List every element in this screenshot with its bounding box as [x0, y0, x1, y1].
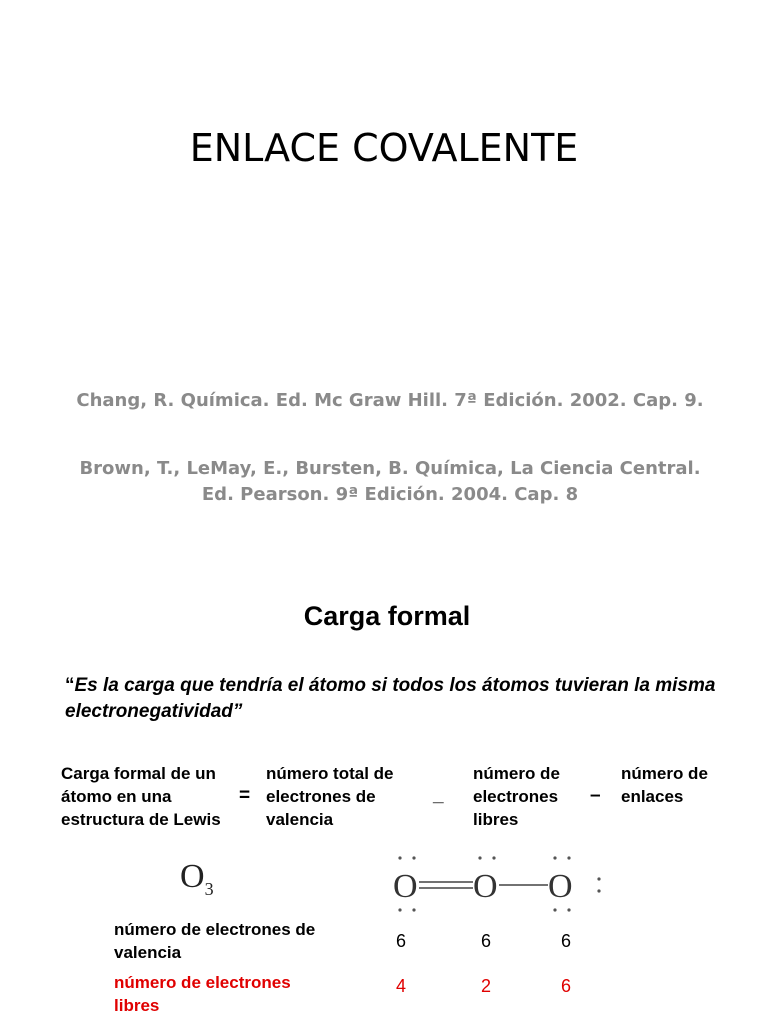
reference-brown-line1: Brown, T., LeMay, E., Bursten, B. Química, La Ciencia Central.	[79, 458, 701, 479]
valence-value-o2: 6	[480, 931, 491, 951]
ozone-formula	[180, 858, 214, 900]
formula-lhs: Carga formal de un átomo en una estructura de Lewis	[61, 764, 221, 829]
valence-value-o3: 6	[560, 931, 571, 951]
formula-subscript: 3	[204, 878, 214, 899]
valence-value-o1: 6	[395, 931, 406, 951]
reference-chang: Chang, R. Química. Ed. Mc Graw Hill. 7ª Edición. 2002. Cap. 9.	[76, 390, 704, 411]
oxygen-atom-3: O	[548, 868, 573, 905]
minus-sign-2: –	[590, 785, 601, 806]
formula-term-free-electrons: número de electrones libres	[473, 764, 560, 829]
definition-quote	[65, 673, 765, 725]
open-quote-mark: “	[65, 675, 75, 696]
minus-sign-1: _	[433, 785, 444, 806]
row-label-free-electrons: número de electrones libres	[114, 973, 291, 1015]
oxygen-atom-1: O	[393, 868, 418, 905]
formula-term-bonds: número de enlaces	[621, 764, 708, 806]
formula-term-valence: número total de electrones de valencia	[266, 764, 394, 829]
row-label-valence: número de electrones de valencia	[114, 920, 316, 962]
free-electrons-value-o3: 6	[560, 976, 571, 996]
equals-sign: =	[239, 785, 251, 806]
oxygen-atom-2: O	[473, 868, 498, 905]
free-electrons-value-o1: 4	[395, 976, 406, 996]
ozone-lewis-structure	[385, 850, 620, 920]
section-title: Carga formal	[303, 601, 471, 631]
definition-text: Es la carga que tendría el átomo si todos los átomos tuvieran la misma electronegatividad”	[65, 675, 716, 722]
page-title: ENLACE COVALENTE	[189, 126, 579, 170]
reference-brown-line2: Ed. Pearson. 9ª Edición. 2004. Cap. 8	[201, 484, 579, 505]
free-electrons-value-o2: 2	[480, 976, 491, 996]
formula-symbol: O	[180, 858, 205, 895]
